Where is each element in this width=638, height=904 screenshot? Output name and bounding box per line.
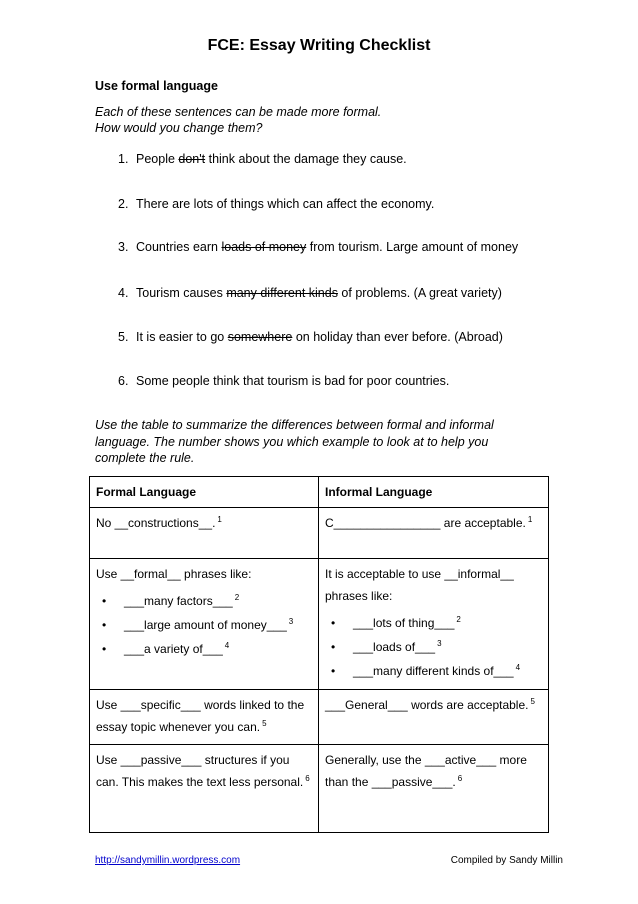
footer-link[interactable]: http://sandymillin.wordpress.com (95, 855, 241, 866)
formal-cell: Use ___passive___ structures if you can. This makes the text less personal. $^6$ (90, 745, 319, 833)
list-item: • ___many factors___ $^2$ (96, 589, 312, 613)
footer-credit: Compiled by Sandy Millin (450, 855, 563, 866)
page-title: FCE: Essay Writing Checklist (207, 37, 431, 54)
informal-cell: Generally, use the ___active___ more than the ___passive___. $^6$ (319, 745, 549, 833)
informal-cell: ___General___ words are acceptable. $^5$ (319, 690, 549, 745)
formal-informal-table (89, 476, 549, 833)
informal-cell: C________________ are acceptable. $^1$ (319, 508, 549, 559)
question-item: 3. Countries earn loads of money from tourism. Large amount of money (118, 240, 519, 254)
table-instructions: Use the table to summarize the differences between formal and informal language. The number shows you which example to look at to help you complete the rule. (95, 418, 494, 465)
header-formal: Formal Language (90, 477, 319, 508)
informal-cell: It is acceptable to use __informal__ phrases like: • ___lots of thing___ $^2$ • ___loads of___ $^3$ • ___many different kinds of___ $^4$ (319, 559, 549, 690)
list-item: • ___loads of___ $^3$ (325, 635, 542, 659)
page-footer (95, 855, 563, 866)
question-item: 2. There are lots of things which can affect the economy. (118, 197, 435, 211)
question-item: 6. Some people think that tourism is bad for poor countries. (118, 374, 450, 388)
question-item: 5. It is easier to go somewhere on holiday than ever before. (Abroad) (118, 330, 503, 344)
question-item: 4. Tourism causes many different kinds of problems. (A great variety) (118, 286, 502, 300)
header-informal: Informal Language (319, 477, 549, 508)
section-heading: Use formal language (95, 79, 218, 93)
formal-cell: No __constructions__. $^1$ (90, 508, 319, 559)
list-item: • ___lots of thing___ $^2$ (325, 611, 542, 635)
intro-text: Each of these sentences can be made more formal. How would you change them? (95, 105, 382, 135)
formal-cell: Use ___specific___ words linked to the essay topic whenever you can. $^5$ (90, 690, 319, 745)
list-item: • ___many different kinds of___ $^4$ (325, 659, 542, 683)
question-item: 1. People don't think about the damage they cause. (118, 152, 407, 166)
list-item: • ___a variety of___ $^4$ (96, 637, 312, 661)
list-item: • ___large amount of money___ $^3$ (96, 613, 312, 637)
formal-cell: Use __formal__ phrases like: • ___many factors___ $^2$ • ___large amount of money___ $^3$ • ___a variety of___ $^4$ (90, 559, 319, 690)
